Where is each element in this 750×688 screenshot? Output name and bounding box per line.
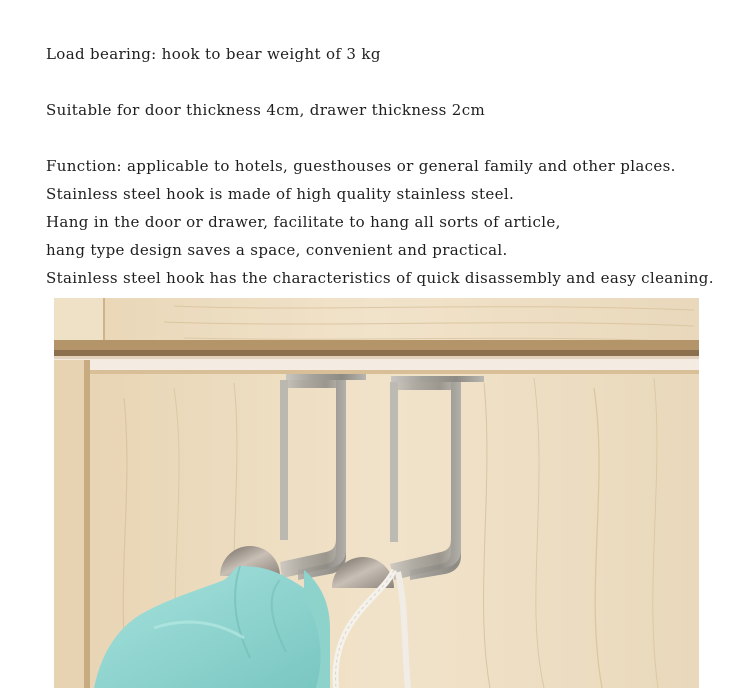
material-line: Stainless steel hook is made of high quality stainless steel. xyxy=(46,185,515,203)
upper-drawer-panel xyxy=(54,298,699,356)
suitable-thickness-line: Suitable for door thickness 4cm, drawer thickness 2cm xyxy=(46,101,486,119)
cabinet-frame xyxy=(54,360,90,688)
function-line: Function: applicable to hotels, guesthouses or general family and other places. xyxy=(46,157,676,175)
product-photo xyxy=(54,298,699,688)
load-bearing-line: Load bearing: hook to bear weight of 3 kg xyxy=(46,45,381,63)
design-line: hang type design saves a space, convenient and practical. xyxy=(46,241,508,259)
usage-line: Hang in the door or drawer, facilitate to hang all sorts of article, xyxy=(46,213,561,231)
description-text xyxy=(46,40,714,292)
cleaning-line: Stainless steel hook has the characteristics of quick disassembly and easy cleaning. xyxy=(46,269,714,287)
